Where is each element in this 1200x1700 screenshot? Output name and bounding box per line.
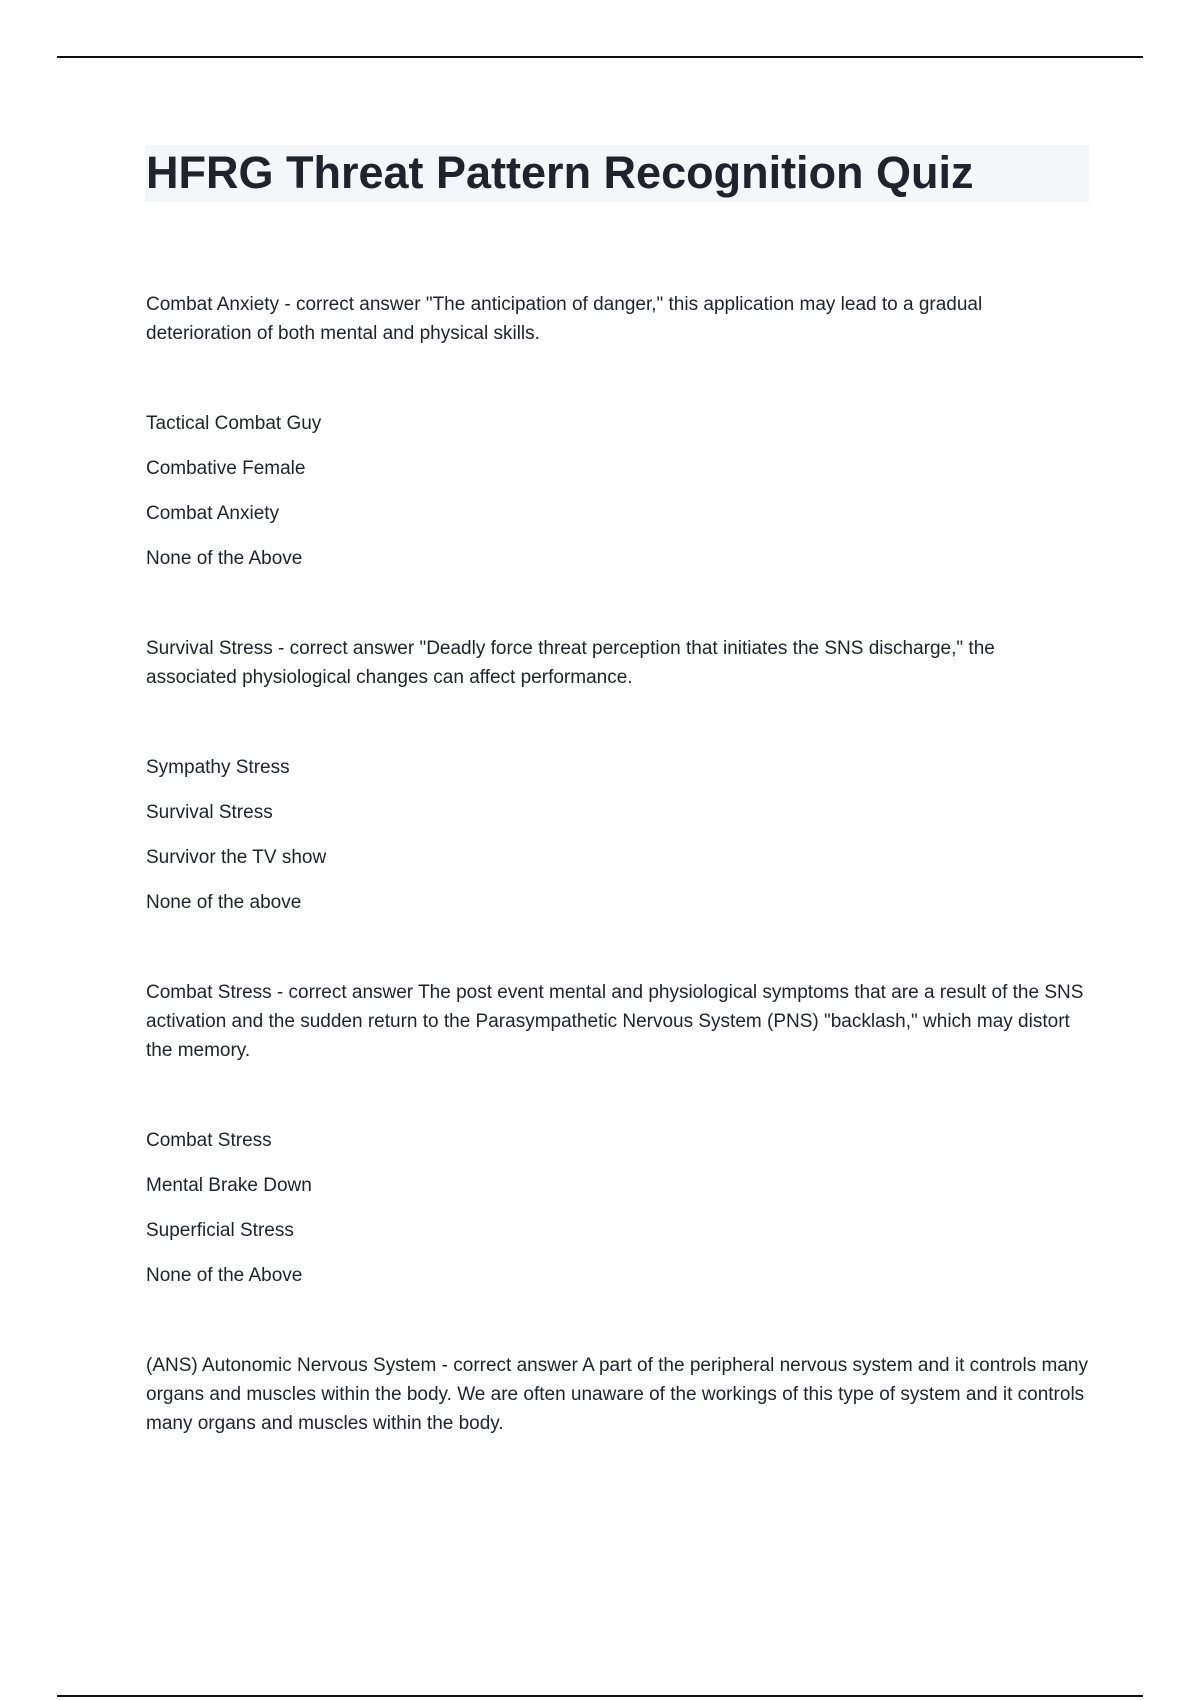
option-item: Sympathy Stress: [146, 757, 290, 778]
top-rule: [57, 56, 1143, 58]
question-block: [146, 1351, 1090, 1438]
option-item: Combative Female: [146, 458, 306, 479]
option-list: [146, 409, 1090, 573]
question-text: Combat Anxiety - correct answer "The anticipation of danger," this application may lead to a gradual deterioration of both mental and physical skills.: [146, 294, 983, 344]
question-block: [146, 978, 1090, 1290]
question-text: Survival Stress - correct answer "Deadly force threat perception that initiates the SNS discharge," the associated physiological changes can affect performance.: [146, 638, 995, 688]
bottom-rule: [57, 1695, 1143, 1697]
question-text: (ANS) Autonomic Nervous System - correct answer A part of the peripheral nervous system and it controls many organs and muscles within the body. We are often unaware of the workings of this type of system and it controls many organs and muscles within the body.: [146, 1355, 1088, 1434]
option-item: None of the Above: [146, 1265, 303, 1286]
option-item: None of the Above: [146, 548, 303, 569]
question-block: [146, 290, 1090, 573]
option-item: None of the above: [146, 892, 302, 913]
option-list: [146, 753, 1090, 917]
option-item: Survival Stress: [146, 802, 273, 823]
question-text: Combat Stress - correct answer The post event mental and physiological symptoms that are a result of the SNS activation and the sudden return to the Parasympathetic Nervous System (PNS) "backlash," which may distort the memory.: [146, 982, 1084, 1061]
option-list: [146, 1126, 1090, 1290]
option-item: Tactical Combat Guy: [146, 413, 322, 434]
option-item: Superficial Stress: [146, 1220, 294, 1241]
option-item: Mental Brake Down: [146, 1175, 312, 1196]
option-item: Survivor the TV show: [146, 847, 327, 868]
document-title: HFRG Threat Pattern Recognition Quiz: [146, 147, 974, 198]
question-block: [146, 634, 1090, 917]
quiz-content: [146, 290, 1090, 1438]
option-item: Combat Anxiety: [146, 503, 280, 524]
option-item: Combat Stress: [146, 1130, 272, 1151]
